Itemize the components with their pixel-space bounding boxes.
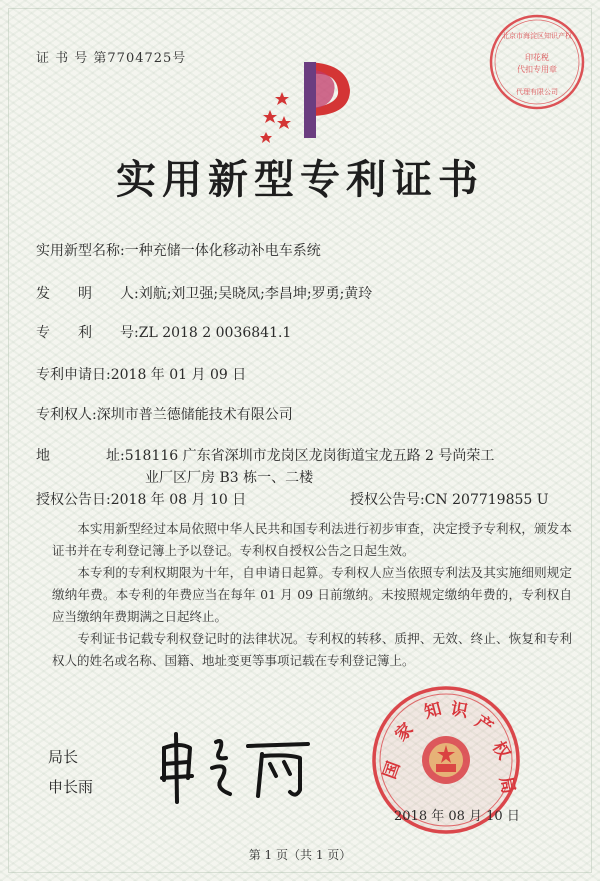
- handwritten-signature: [150, 728, 320, 812]
- svg-text:北京市海淀区知识产权: 北京市海淀区知识产权: [502, 32, 572, 40]
- seal-date: 2018 年 08 月 10 日: [394, 809, 520, 824]
- svg-text:局: 局: [495, 774, 519, 796]
- patent-number-row: [36, 322, 291, 342]
- grant-date-row: [36, 489, 246, 509]
- patentee-row: [36, 404, 293, 424]
- address-row: [36, 445, 494, 465]
- address-line-2: 业厂区厂房 B3 栋一、二楼: [145, 470, 314, 486]
- utility-model-name-row: [36, 240, 321, 260]
- svg-text:代扣专用章: 代扣专用章: [517, 65, 557, 74]
- address-line-1: 518116 广东省深圳市龙岗区龙岗街道宝龙五路 2 号尚荣工: [124, 448, 495, 464]
- patent-number: ZL 2018 2 0036841.1: [138, 325, 292, 341]
- certificate-title: 实用新型专利证书: [116, 156, 484, 203]
- svg-text:知: 知: [422, 699, 444, 723]
- field-label: 专利权人:: [36, 407, 97, 423]
- field-label: 授权公告日:: [36, 492, 111, 508]
- field-label: 专 利 号:: [36, 325, 139, 341]
- grant-number-row: [350, 489, 549, 509]
- grant-date: 2018 年 08 月 10 日: [110, 492, 247, 508]
- svg-text:产: 产: [471, 711, 497, 738]
- paragraph-3: 专利证书记载专利权登记时的法律状况。专利权的转移、质押、无效、终止、恢复和专利权人的姓名或名称、国籍、地址变更等事项记载在专利登记簿上。: [52, 631, 572, 668]
- inventors: 刘航;刘卫强;吴晓凤;李昌坤;罗勇;黄玲: [138, 286, 373, 302]
- paragraph-1: 本实用新型经过本局依照中华人民共和国专利法进行初步审查，决定授予专利权，颁发本证书并在专利登记簿上予以登记。专利权自授权公告之日起生效。: [52, 521, 572, 558]
- paragraph-2: 本专利的专利权期限为十年，自申请日起算。专利权人应当依照专利法及其实施细则规定缴纳年费。本专利的年费应当在每年 01 月 09 日前缴纳。未按照规定缴纳年费的，专利权自应当缴纳年费期满之日起终止。: [52, 565, 572, 624]
- utility-model-name: 一种充储一体化移动补电车系统: [124, 243, 321, 259]
- field-label: 地 址:: [36, 448, 125, 464]
- patentee: 深圳市普兰德储能技术有限公司: [96, 407, 293, 423]
- svg-text:代理有限公司: 代理有限公司: [516, 88, 558, 96]
- field-label: 实用新型名称:: [36, 243, 125, 259]
- agency-stamp: [483, 8, 591, 116]
- official-name: 申长雨: [48, 778, 94, 796]
- grant-number: CN 207719855 U: [424, 492, 549, 508]
- filing-date-row: [36, 364, 246, 384]
- svg-text:家: 家: [391, 719, 418, 746]
- svg-text:识: 识: [449, 699, 470, 722]
- svg-text:权: 权: [487, 738, 514, 764]
- filing-date: 2018 年 01 月 09 日: [110, 367, 247, 383]
- field-label: 专利申请日:: [36, 367, 111, 383]
- inventor-row: [36, 283, 372, 303]
- field-label: 授权公告号:: [350, 492, 425, 508]
- official-title: 局长: [48, 748, 79, 766]
- svg-text:印花税: 印花税: [525, 53, 549, 62]
- field-label: 发 明 人:: [36, 286, 139, 302]
- page-footer: 第 1 页（共 1 页）: [248, 848, 352, 862]
- certificate-number: 证 书 号 第7704725号: [36, 51, 187, 66]
- svg-text:国: 国: [379, 758, 405, 782]
- patent-office-logo: [252, 52, 364, 144]
